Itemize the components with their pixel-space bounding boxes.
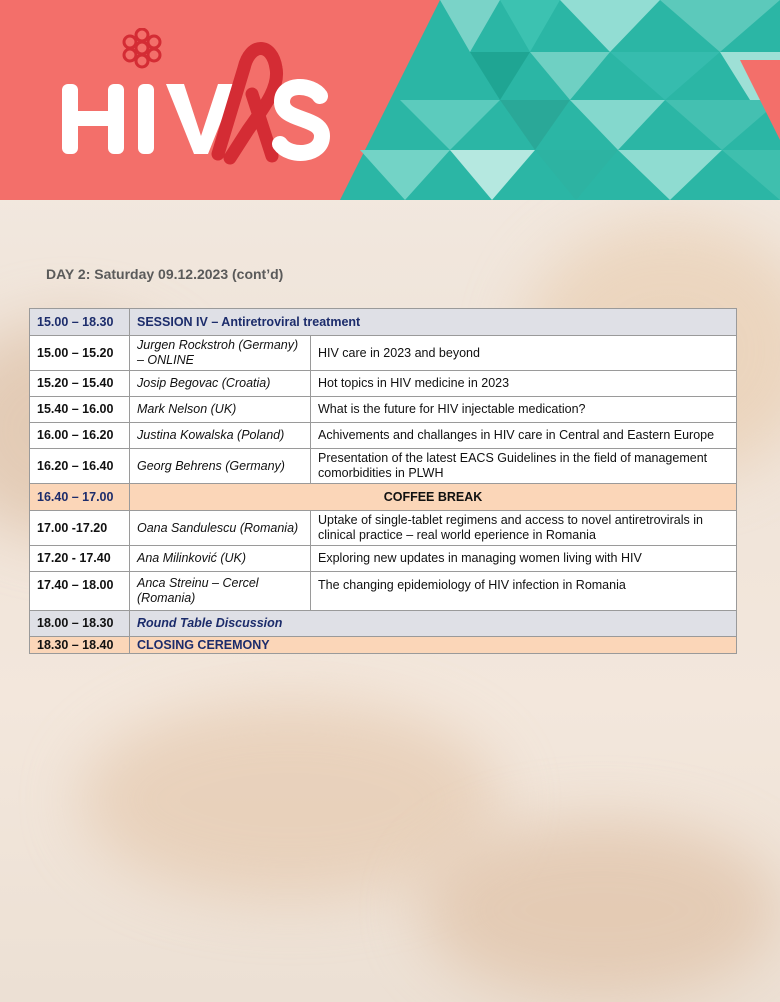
round-table-label: Round Table Discussion (130, 611, 737, 637)
session-row (30, 309, 737, 336)
talk-speaker: Ana Milinković (UK) (130, 546, 311, 572)
break-time: 16.40 – 17.00 (30, 484, 130, 511)
talk-time: 15.00 – 15.20 (30, 336, 130, 371)
talk-title: Uptake of single-tablet regimens and access to novel antiretrovirals in clinical practice – real world eperience in Romania (311, 511, 737, 546)
programme-table (29, 308, 737, 654)
talk-time: 16.20 – 16.40 (30, 449, 130, 484)
closing-time: 18.30 – 18.40 (30, 637, 130, 654)
day-title: DAY 2: Saturday 09.12.2023 (cont’d) (46, 266, 284, 282)
hivs-logo (58, 28, 338, 168)
talk-speaker: Mark Nelson (UK) (130, 397, 311, 423)
talk-row (30, 546, 737, 572)
session-time: 15.00 – 18.30 (30, 309, 130, 336)
session-title: SESSION IV – Antiretroviral treatment (130, 309, 737, 336)
talk-row (30, 572, 737, 611)
talk-row (30, 397, 737, 423)
talk-speaker: Oana Sandulescu (Romania) (130, 511, 311, 546)
talk-title: The changing epidemiology of HIV infection in Romania (311, 572, 737, 611)
talk-speaker: Josip Begovac (Croatia) (130, 371, 311, 397)
talk-title: Hot topics in HIV medicine in 2023 (311, 371, 737, 397)
talk-speaker: Jurgen Rockstroh (Germany) – ONLINE (130, 336, 311, 371)
talk-row (30, 336, 737, 371)
talk-title: Exploring new updates in managing women living with HIV (311, 546, 737, 572)
talk-row (30, 511, 737, 546)
talk-title: Presentation of the latest EACS Guidelines in the field of management comorbidities in PLWH (311, 449, 737, 484)
talk-time: 17.20 - 17.40 (30, 546, 130, 572)
talk-row (30, 449, 737, 484)
closing-row (30, 637, 737, 654)
talk-time: 17.00 -17.20 (30, 511, 130, 546)
talk-row (30, 371, 737, 397)
talk-title: HIV care in 2023 and beyond (311, 336, 737, 371)
talk-row (30, 423, 737, 449)
closing-label: CLOSING CEREMONY (130, 637, 737, 654)
header-banner (0, 0, 780, 200)
talk-speaker: Anca Streinu – Cercel (Romania) (130, 572, 311, 611)
talk-time: 17.40 – 18.00 (30, 572, 130, 611)
coffee-break-row (30, 484, 737, 511)
round-table-row (30, 611, 737, 637)
talk-title: What is the future for HIV injectable medication? (311, 397, 737, 423)
talk-speaker: Georg Behrens (Germany) (130, 449, 311, 484)
talk-time: 15.20 – 15.40 (30, 371, 130, 397)
round-table-time: 18.00 – 18.30 (30, 611, 130, 637)
logo-graphic (58, 28, 338, 168)
talk-title: Achivements and challanges in HIV care in Central and Eastern Europe (311, 423, 737, 449)
talk-speaker: Justina Kowalska (Poland) (130, 423, 311, 449)
break-label: COFFEE BREAK (130, 484, 737, 511)
talk-time: 15.40 – 16.00 (30, 397, 130, 423)
talk-time: 16.00 – 16.20 (30, 423, 130, 449)
